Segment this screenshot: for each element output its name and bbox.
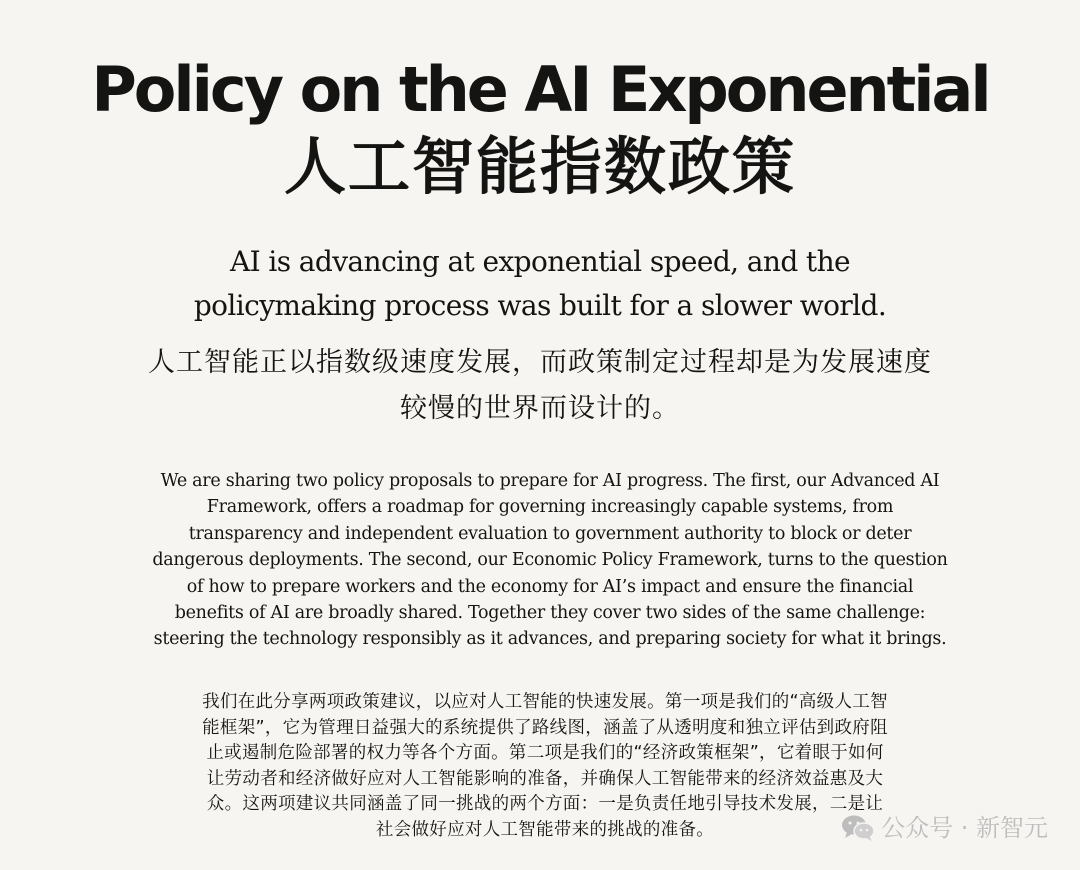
body-paragraph-chinese: 我们在此分享两项政策建议，以应对人工智能的快速发展。第一项是我们的“高级人工智能框架”，它为管理日益强大的系统提供了路线图，涵盖了从透明度和独立评估到政府阻止或遏制危险部署的权力等各个方面。第二项是我们的“经济政策框架”，它着眼于如何让劳动者和经济做好应对人工智能影响的准备，并确保人工智能带来的经济效益惠及大众。这两项建议共同涵盖了同一挑战的两个方面：一是负责任地引导技术发展，二是让社会做好应对人工智能带来的挑战的准备。 [202,692,888,840]
body-paragraph-english: We are sharing two policy proposals to prepare for AI progress. The first, our Advanced AI Framework, offers a roadmap for governing increasingly capable systems, from transparency and independent evaluation to government authority to block or deter dangerous deployments. The second, our Economic Policy Framework, turns to the question of how to prepare workers and the economy for AI’s impact and ensure the financial benefits of AI are broadly shared. Together they cover two sides of the same challenge: steering the technology responsibly as it advances, and preparing society for what it brings. [152,471,948,650]
page-title-chinese: 人工智能指数政策 [283,130,796,203]
wechat-icon [841,814,875,842]
subtitle-english: AI is advancing at exponential speed, and the policymaking process was built for a slower world. [193,245,887,322]
wechat-watermark [841,808,1048,848]
page-title-english: Policy on the AI Exponential [91,53,989,126]
subtitle-chinese: 人工智能正以指数级速度发展，而政策制定过程却是为发展速度较慢的世界而设计的。 [148,347,932,424]
watermark-text: 公众号 · 新智元 [881,814,1048,842]
